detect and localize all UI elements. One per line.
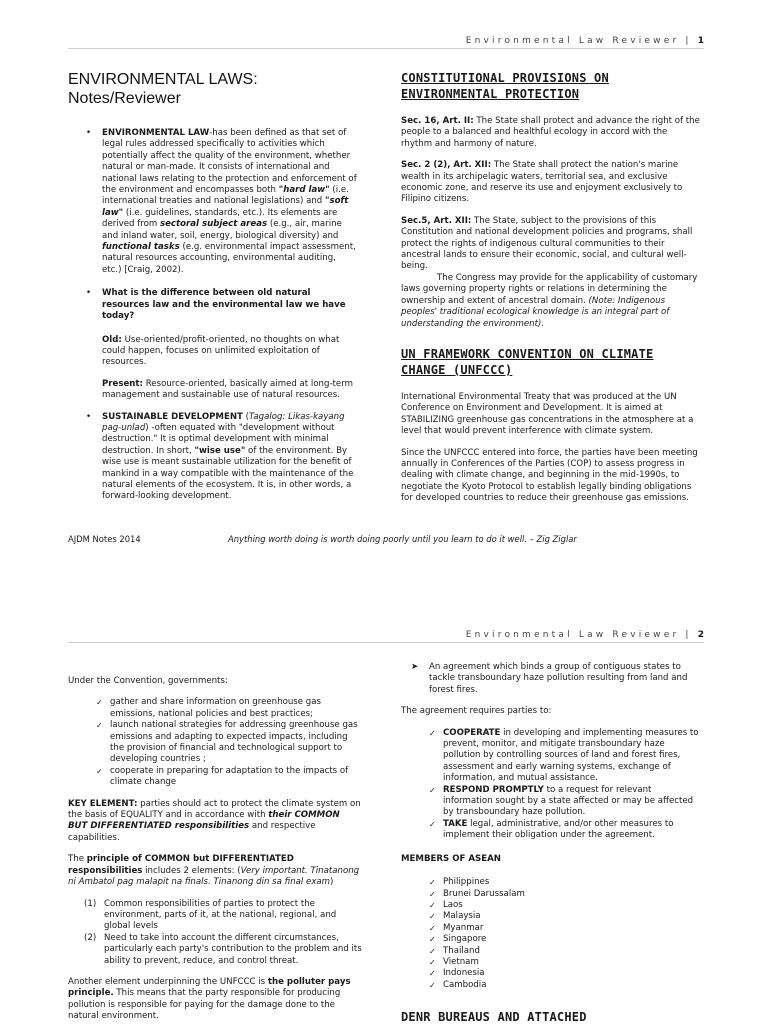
- list-item: (1) Common responsibilities of parties to protect the environment, parts of it, at the national, regional, and global levels: [84, 898, 337, 932]
- unfccc-paragraph-1: International Environmental Treaty that was produced at the UN Conference on Environment and Development. It is aimed at STABILIZING greenhouse gas concentrations in the atmosphere at a level that would prevent interference with climate system.: [401, 391, 694, 437]
- old-paragraph: Old: Use-oriented/profit-oriented, no thoughts on what could happen, focuses on unlimited exploitation of resources.: [102, 334, 340, 368]
- governments-list: [68, 697, 362, 788]
- sec2-paragraph: Sec. 2 (2), Art. XII: The State shall protect the nation's marine wealth in its archipelagic waters, territorial sea, and exclusive economic zone, and reserve its use and enjoyment exclusively to Filipino citizens.: [401, 160, 683, 205]
- header-rule-2: [68, 642, 704, 643]
- footer-quote: Anything worth doing is worth doing poorly until you learn to do it well. – Zig Ziglar: [228, 534, 577, 544]
- requirements-list: [401, 728, 701, 842]
- asean-members-list: [401, 877, 701, 991]
- right-column-2: [401, 662, 701, 1024]
- footer-notes: AJDM Notes 2014: [68, 534, 141, 544]
- bullet-list: [68, 128, 358, 323]
- polluter-pays-paragraph: Another element underpinning the UNFCCC is the polluter pays principle. This means that the party responsible for producing pollution is responsible for paying for the damage done to the natural environment.: [68, 976, 351, 1022]
- list-item: ✓ Myanmar: [443, 923, 701, 934]
- page-title: ENVIRONMENTAL LAWS: Notes/Reviewer: [68, 71, 258, 107]
- requires-text: The agreement requires parties to:: [401, 706, 552, 717]
- congress-paragraph: The Congress may provide for the applicability of customary laws governing property rights or relations in determining the ownership and extent of ancestral domain. (Note: Indigenous peoples' traditional ecological knowledge is an integral part of understanding the environment).: [401, 272, 698, 329]
- running-head: Environmental Law Reviewer | 1: [465, 36, 704, 46]
- list-item: ✓ Thailand: [443, 946, 701, 957]
- list-item: ✓ Laos: [443, 900, 701, 911]
- list-item: ✓ cooperate in preparing for adaptation to the impacts of climate change: [110, 766, 362, 789]
- list-item: ✓ Singapore: [443, 934, 701, 945]
- list-item-environmental-law: • ENVIRONMENTAL LAW-has been defined as that set of legal rules addressed specifically to activities which potentially affect the quality of the environment, whether natural or man-made. It consists of international and national laws relating to the protection and enforcement of the environment and encompasses both "hard law" (i.e. international treaties and national legislations) and "soft law" (i.e. guidelines, standards, etc.). Its elements are derived from sectoral subject areas (e.g., air, marine and inland water, soil, energy, biological diversity) and functional tasks (e.g. environmental impact assessment, natural resources accounting, environmental auditing, etc.) [Craig, 2002).: [102, 128, 358, 276]
- list-item-sustainable-development: • SUSTAINABLE DEVELOPMENT (Tagalog: Likas-kayang pag-unlad) -often equated with "development without destruction." It is optimal development with minimal destruction. In short, "wise use" of the environment. By wise use is meant sustainable utilization for the benefit of mankind in a way compatible with the maintenance of the natural elements of the ecosystem. It is, in other words, a forward-looking development.: [102, 412, 358, 503]
- section-heading-constitutional: CONSTITUTIONAL PROVISIONS ON ENVIRONMENTAL PROTECTION: [401, 71, 609, 101]
- elements-list: [68, 899, 362, 967]
- bullet-list-2: [68, 412, 358, 503]
- list-item: ✓ TAKE legal, administrative, and/or other measures to implement their obligation under the agreement.: [443, 819, 701, 842]
- page-gap: [0, 560, 768, 610]
- left-column: [68, 70, 358, 515]
- list-item: (2) Need to take into account the different circumstances, particularly each party's contribution to the problem and its ability to prevent, reduce, and control threat.: [84, 932, 362, 966]
- sec16-paragraph: Sec. 16, Art. II: The State shall protect and advance the right of the people to a balanced and healthful ecology in accord with the rhythm and harmony of nature.: [401, 116, 700, 149]
- list-item: ✓ Cambodia: [443, 980, 701, 991]
- list-item: ✓ Philippines: [443, 877, 701, 888]
- intro-text: Under the Convention, governments:: [68, 676, 228, 686]
- principle-paragraph: The principle of COMMON but DIFFERENTIATED responsibilities includes 2 elements: (Very important. Tinatanong ni Ambatol pag malapit na finals. Tinanong din sa final exam): [68, 854, 360, 888]
- section-heading-denr: DENR BUREAUS AND ATTACHED: [401, 1010, 587, 1024]
- members-heading: MEMBERS OF ASEAN: [401, 853, 501, 864]
- list-item: ✓ Brunei Darussalam: [443, 889, 701, 900]
- arrow-bullet-icon: ➤: [411, 662, 419, 672]
- list-item: ✓ Vietnam: [443, 957, 701, 968]
- section-heading-unfccc: UN FRAMEWORK CONVENTION ON CLIMATE CHANGE (UNFCCC): [401, 346, 654, 377]
- right-column: [401, 70, 701, 515]
- unfccc-paragraph-2: Since the UNFCCC entered into force, the parties have been meeting annually in Conferences of the Parties (COP) to assess progress in dealing with climate change, and beginning in the mid-1990s, to negotiate the Kyoto Protocol to establish legally binding obligations for developed countries to reduce their greenhouse gas emissions.: [401, 447, 698, 504]
- present-paragraph: Present: Resource-oriented, basically aimed at long-term management and sustainable use of natural resources.: [102, 378, 353, 401]
- key-element-paragraph: KEY ELEMENT: parties should act to protect the climate system on the basis of EQUALITY and in accordance with their COMMON BUT DIFFERENTIATED responsibilities and respective capabilities.: [68, 798, 361, 843]
- running-head-2: Environmental Law Reviewer | 2: [465, 630, 704, 640]
- list-item: ✓ Indonesia: [443, 968, 701, 979]
- header-rule: [68, 48, 704, 49]
- left-column-2: [68, 676, 362, 1024]
- old-present-block: [68, 335, 358, 402]
- list-item: ✓ RESPOND PROMPTLY to a request for relevant information sought by a state affected or may be affected by transboundary haze pollution.: [443, 785, 701, 819]
- list-item: ✓ Malaysia: [443, 911, 701, 922]
- list-item: ✓ gather and share information on greenhouse gas emissions, national policies and best practices;: [110, 697, 362, 720]
- sec5-paragraph: Sec.5, Art. XII: The State, subject to the provisions of this Constitution and national development policies and programs, shall protect the rights of indigenous cultural communities to their ancestral lands to ensure their economic, social, and cultural well-being.: [401, 215, 693, 272]
- list-item: ✓ launch national strategies for addressing greenhouse gas emissions and adapting to expected impacts, including the provision of financial and technological support to developing countries ;: [110, 720, 362, 766]
- agreement-item: ➤ An agreement which binds a group of contiguous states to tackle transboundary haze pollution resulting from land and forest fires.: [411, 662, 688, 695]
- list-item: ✓ COOPERATE in developing and implementing measures to prevent, monitor, and mitigate transboundary haze pollution by controlling sources of land and forest fires, assessment and early warning systems, exchange of information, and mutual assistance.: [443, 728, 701, 785]
- page-2: [0, 610, 768, 1024]
- list-item-question: • What is the difference between old natural resources law and the environmental law we have today?: [102, 288, 358, 322]
